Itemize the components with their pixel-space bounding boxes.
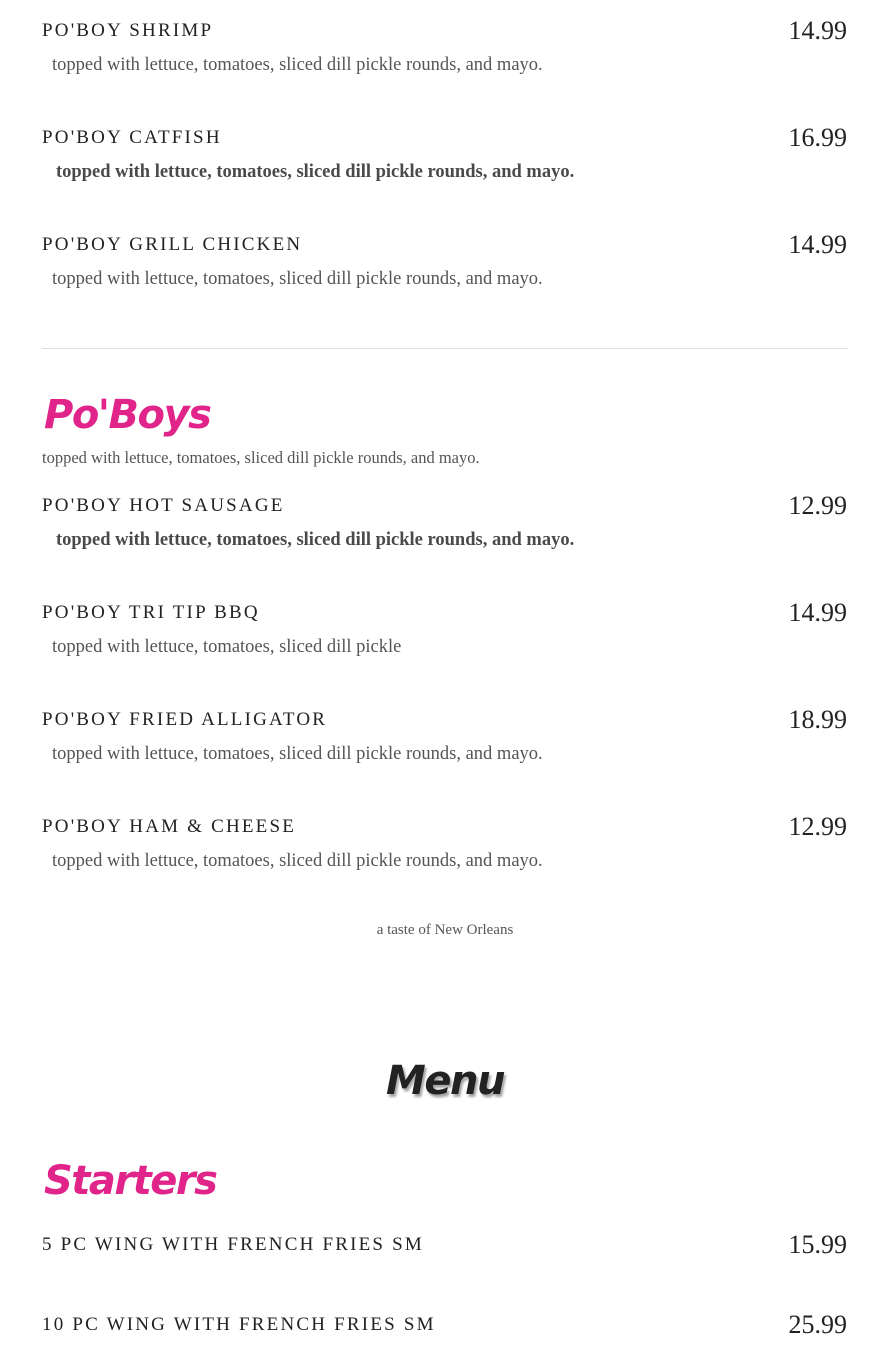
- item-description: topped with lettuce, tomatoes, sliced dill pickle rounds, and mayo.: [52, 269, 543, 289]
- tagline: a taste of New Orleans: [376, 922, 514, 938]
- item-name: PO'BOY HOT SAUSAGE: [42, 495, 285, 516]
- section-title-poboys: Po'Boys: [44, 392, 211, 438]
- item-description: topped with lettuce, tomatoes, sliced dill pickle rounds, and mayo.: [52, 55, 543, 75]
- item-price: 25.99: [788, 1310, 847, 1339]
- item-price: 14.99: [788, 16, 847, 45]
- item-price: 15.99: [788, 1230, 847, 1259]
- item-price: 18.99: [788, 705, 847, 734]
- item-name: PO'BOY HAM & CHEESE: [42, 816, 297, 837]
- item-description: topped with lettuce, tomatoes, sliced dill pickle rounds, and mayo.: [56, 162, 575, 182]
- item-name: PO'BOY TRI TIP BBQ: [42, 602, 260, 623]
- item-price: 14.99: [788, 598, 847, 627]
- item-name: 10 PC WING WITH FRENCH FRIES SM: [42, 1314, 436, 1335]
- section-divider: [42, 348, 848, 349]
- item-name: PO'BOY CATFISH: [42, 127, 222, 148]
- item-description: topped with lettuce, tomatoes, sliced dill pickle rounds, and mayo.: [56, 530, 575, 550]
- section-title-starters: Starters: [44, 1158, 217, 1204]
- item-name: PO'BOY SHRIMP: [42, 20, 214, 41]
- item-description: topped with lettuce, tomatoes, sliced dill pickle rounds, and mayo.: [52, 744, 543, 764]
- menu-heading: Menu: [386, 1058, 504, 1104]
- item-name: 5 PC WING WITH FRENCH FRIES SM: [42, 1234, 425, 1255]
- item-price: 12.99: [788, 491, 847, 520]
- item-price: 16.99: [788, 123, 847, 152]
- section-description: topped with lettuce, tomatoes, sliced dill pickle rounds, and mayo.: [42, 448, 480, 467]
- item-price: 14.99: [788, 230, 847, 259]
- item-description: topped with lettuce, tomatoes, sliced dill pickle rounds, and mayo.: [52, 851, 543, 871]
- item-name: PO'BOY FRIED ALLIGATOR: [42, 709, 328, 730]
- item-price: 12.99: [788, 812, 847, 841]
- item-name: PO'BOY GRILL CHICKEN: [42, 234, 303, 255]
- item-description: topped with lettuce, tomatoes, sliced dill pickle: [52, 637, 402, 657]
